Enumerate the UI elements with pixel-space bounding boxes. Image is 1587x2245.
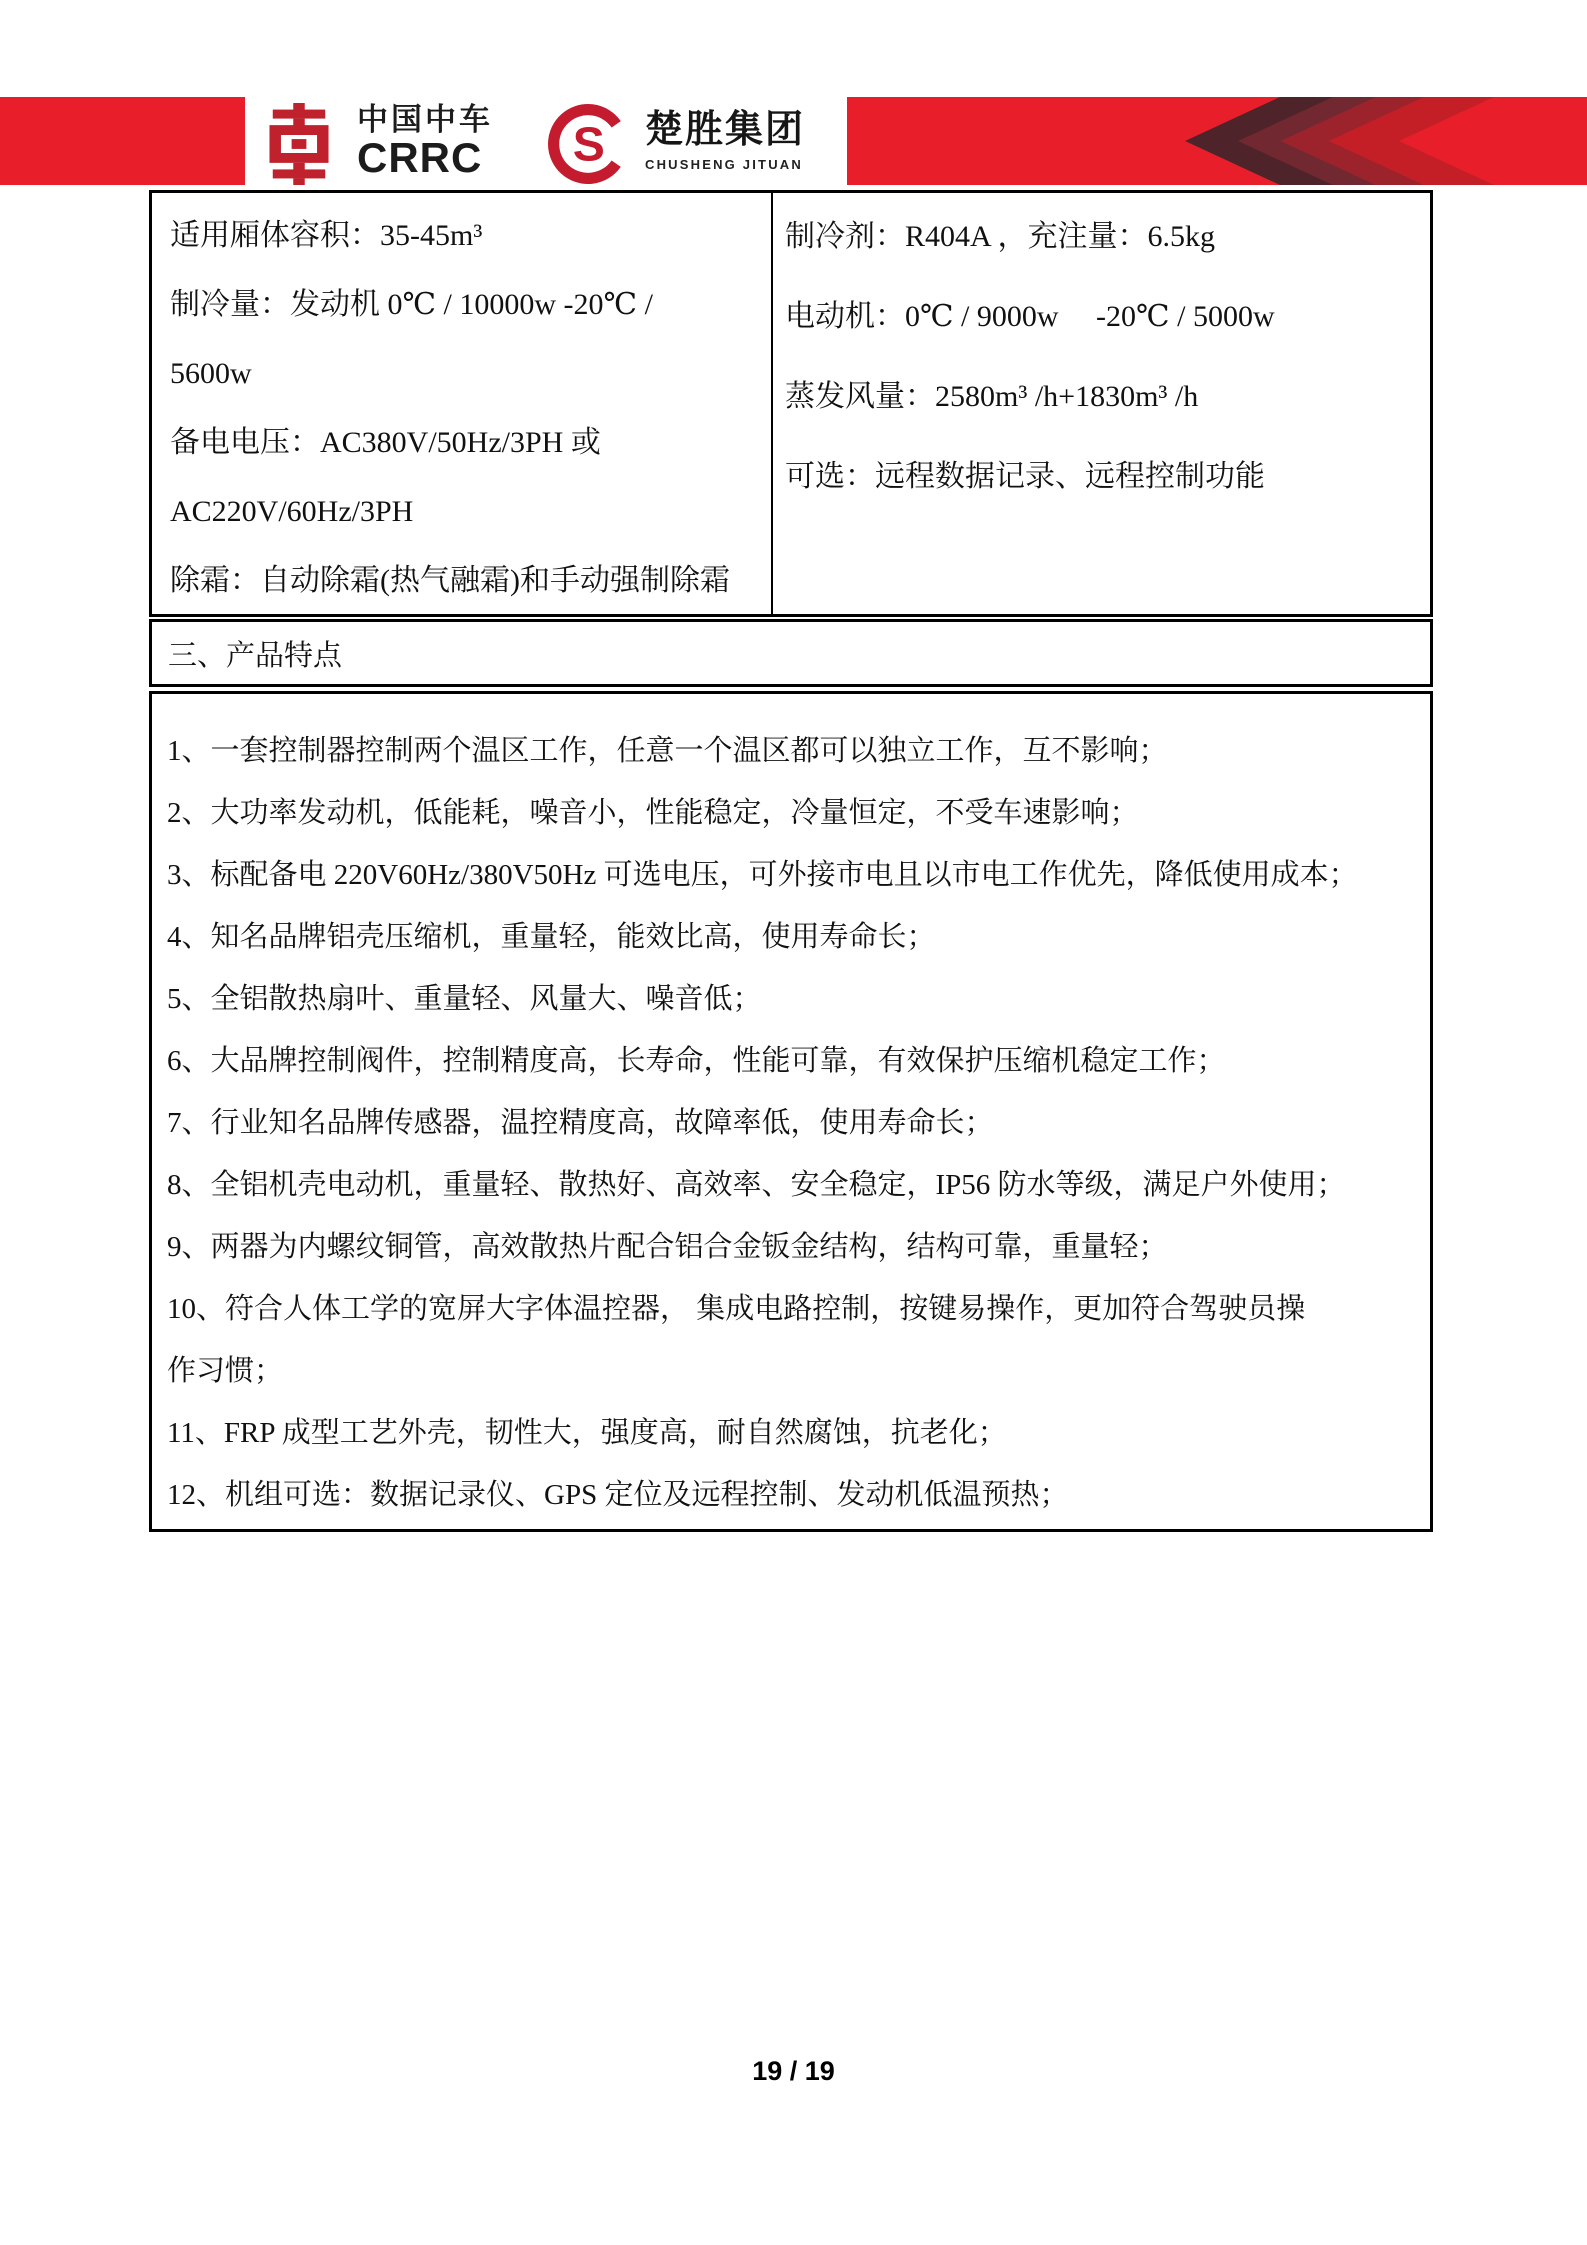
spec-line: 制冷量：发动机 0℃ / 10000w -20℃ / (170, 288, 653, 321)
spec-table-left-cell (152, 193, 771, 614)
feature-item: 11、FRP 成型工艺外壳，韧性大，强度高，耐自然腐蚀，抗老化； (167, 1417, 1007, 1449)
header-band-left-block (0, 97, 245, 185)
feature-item: 8、全铝机壳电动机，重量轻、散热好、高效率、安全稳定，IP56 防水等级，满足户外使用； (167, 1169, 1346, 1201)
spec-line: AC220V/60Hz/3PH (170, 495, 414, 528)
section-header-row (149, 619, 1433, 687)
page-number: 19 / 19 (752, 2056, 835, 2086)
chusheng-logo-cn: 楚胜集团 (645, 109, 806, 151)
feature-item: 1、一套控制器控制两个温区工作，任意一个温区都可以独立工作，互不影响； (167, 735, 1168, 767)
spec-line: 备电电压：AC380V/50Hz/3PH 或 (170, 426, 601, 459)
feature-item: 12、机组可选：数据记录仪、GPS 定位及远程控制、发动机低温预热； (167, 1479, 1069, 1511)
spec-table (149, 190, 1433, 617)
features-box (149, 691, 1433, 1532)
chusheng-logo-icon (545, 101, 631, 187)
header-band (0, 97, 1587, 185)
header-band-right-block (847, 97, 1587, 185)
feature-item: 4、知名品牌铝壳压缩机，重量轻，能效比高，使用寿命长； (167, 921, 936, 953)
crrc-logo-en: CRRC (357, 133, 483, 181)
spec-line: 电动机：0℃ / 9000w -20℃ / 5000w (785, 300, 1275, 333)
feature-item: 6、大品牌控制阀件，控制精度高，长寿命，性能可靠，有效保护压缩机稳定工作； (167, 1045, 1226, 1077)
feature-item-wrap: 作习惯； (167, 1355, 284, 1387)
crrc-logo-text (357, 101, 493, 181)
feature-item: 3、标配备电 220V60Hz/380V50Hz 可选电压，可外接市电且以市电工作优先，降低使用成本； (167, 859, 1358, 891)
spec-line: 适用厢体容积：35-45m³ (170, 219, 483, 252)
spec-table-right-cell (771, 193, 1430, 614)
logo-row (258, 89, 858, 193)
feature-item: 9、两器为内螺纹铜管，高效散热片配合铝合金钣金结构，结构可靠，重量轻； (167, 1231, 1168, 1263)
feature-item: 2、大功率发动机，低能耗，噪音小，性能稳定，冷量恒定，不受车速影响； (167, 797, 1139, 829)
spec-line: 5600w (170, 357, 252, 390)
feature-item: 7、行业知名品牌传感器，温控精度高，故障率低，使用寿命长； (167, 1107, 994, 1139)
feature-item: 10、符合人体工学的宽屏大字体温控器， 集成电路控制，按键易操作，更加符合驾驶员操 (167, 1293, 1306, 1325)
spec-line: 可选：远程数据记录、远程控制功能 (785, 460, 1265, 493)
chusheng-logo-text (645, 111, 805, 171)
spec-line: 除霜：自动除霜(热气融霜)和手动强制除霜 (170, 564, 730, 597)
spec-line: 制冷剂：R404A ，充注量：6.5kg (785, 220, 1216, 253)
section-title: 三、产品特点 (168, 639, 343, 672)
chusheng-logo-en: CHUSHENG JITUAN (645, 157, 803, 172)
spec-line: 蒸发风量：2580m³ /h+1830m³ /h (785, 380, 1199, 413)
crrc-logo-icon (258, 103, 340, 185)
svg-text:S: S (572, 117, 605, 172)
crrc-logo-cn: 中国中车 (357, 101, 493, 137)
feature-item: 5、全铝散热扇叶、重量轻、风量大、噪音低； (167, 983, 762, 1015)
chevron-decoration-icon (847, 97, 1587, 185)
